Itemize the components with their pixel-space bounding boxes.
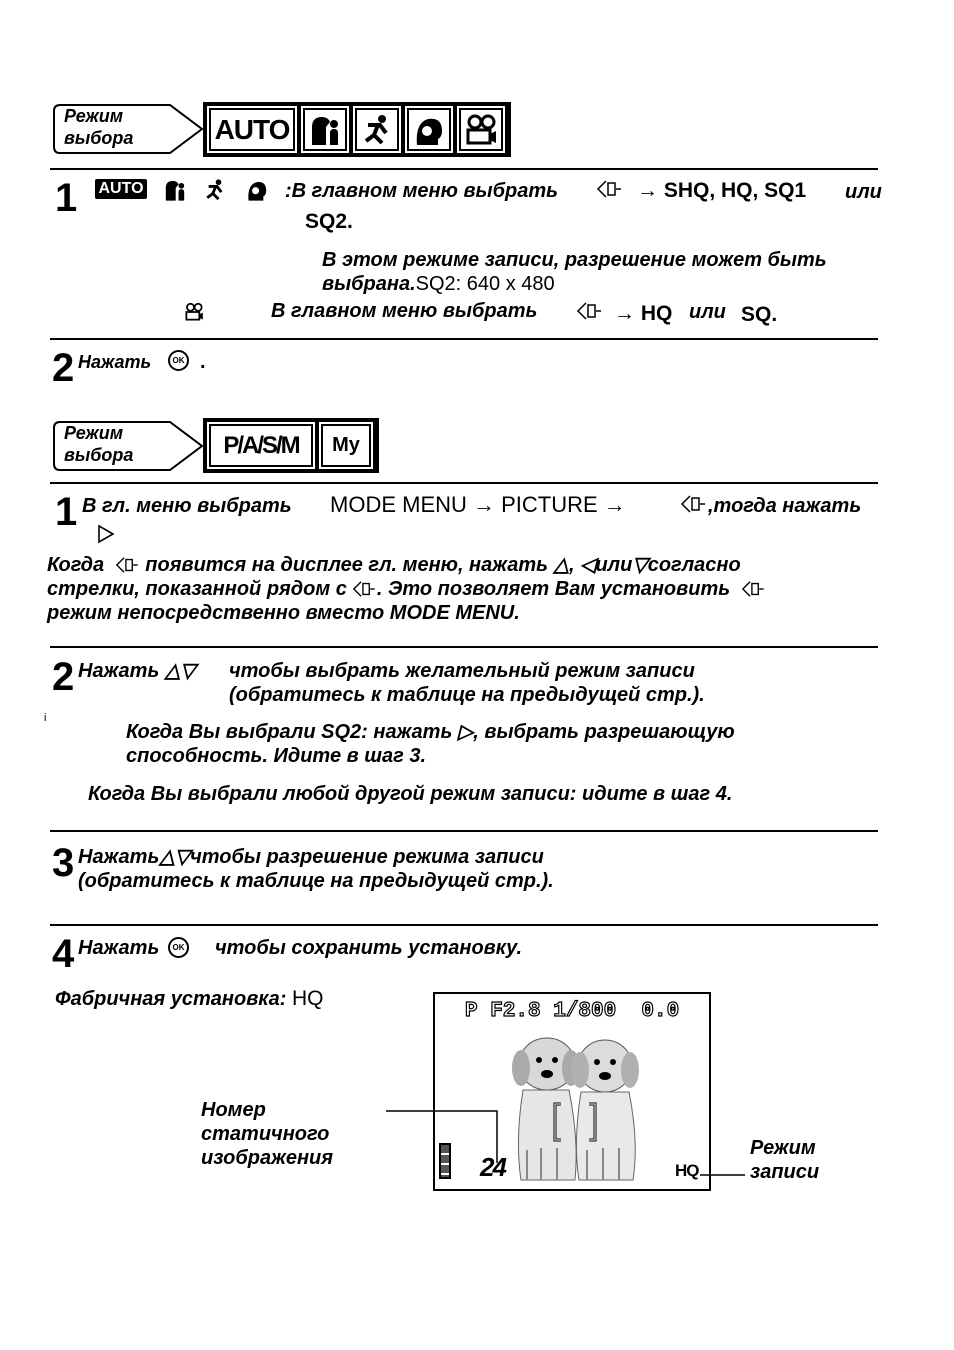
movie-text-b: → HQ (614, 302, 673, 325)
movie-text-d: SQ. (741, 303, 778, 326)
s2-sq2-line1 (126, 720, 735, 744)
step-number-4: 4 (52, 932, 75, 976)
s2-step4-a: Нажать (78, 937, 160, 959)
step2-text: Нажать (78, 352, 152, 372)
s2-step2-line1-a: Нажать △▽ (78, 660, 196, 682)
factory-label: Фабричная установка: (55, 988, 287, 1010)
mode-icon-bar-2 (203, 418, 379, 473)
step-number-2: 2 (52, 346, 75, 390)
callout-left-line1: Номер (201, 1099, 266, 1121)
puppies-image (505, 1030, 645, 1188)
ok-button-icon: OK (168, 350, 189, 371)
step1-note-a: В этом режиме записи, разрешение может быть (322, 249, 827, 271)
night-portrait-icon (245, 178, 269, 202)
s2-note1-a: Когда (47, 554, 105, 576)
record-mode-icon (572, 300, 602, 322)
movie-icon (457, 106, 505, 153)
portrait-icon (301, 106, 349, 153)
portrait-icon (163, 178, 187, 202)
record-mode-icon (676, 493, 706, 515)
record-mode-icon (736, 579, 766, 599)
auto-mode-icon: AUTO (207, 106, 297, 153)
ok-button-icon: OK (168, 937, 189, 958)
s2-step2-line1-b: чтобы выбрать желательный режим записи (229, 660, 695, 682)
sports-icon (203, 178, 227, 202)
record-mode-icon (110, 555, 140, 575)
mode-selector-label-1 (52, 103, 207, 155)
step1-text-a: :В главном меню выбрать (285, 180, 559, 202)
step-number-1: 1 (55, 490, 78, 534)
s2-note1-b: появится на дисплее гл. меню, нажать △, (145, 554, 575, 576)
factory-setting (55, 987, 324, 1011)
s2-step3-line1: Нажать△▽чтобы разрешение режима записи (78, 846, 544, 868)
s2-note2 (47, 577, 766, 601)
step-number-3: 3 (52, 841, 75, 885)
step-number-1: 1 (55, 176, 78, 220)
s2-step1-text-a: В гл. меню выбрать (82, 495, 292, 517)
s2-step1-text-b: MODE MENU → PICTURE → (330, 492, 626, 517)
record-mode-icon (592, 178, 622, 200)
movie-text-a: В главном меню выбрать (271, 300, 538, 322)
movie-text-c: или (689, 301, 726, 323)
callout-right-line1: Режим (750, 1137, 816, 1159)
step-number-2: 2 (52, 655, 75, 699)
right-arrow-icon (96, 524, 116, 544)
s2-note3: режим непосредственно вместо MODE MENU. (47, 602, 520, 624)
auto-badge: AUTO (95, 179, 147, 199)
lcd-status-line: P F2.8 1/800 0.0 (465, 1000, 680, 1023)
my-mode-icon: My (319, 422, 373, 469)
step1-text-d: SQ2. (305, 210, 353, 233)
callout-left-line3: изображения (201, 1147, 334, 1169)
movie-icon (183, 302, 205, 322)
mode-label-line1: Режим (64, 106, 124, 126)
s2-note1-c: ◁или▽согласно (580, 554, 741, 576)
record-mode-icon (347, 579, 377, 599)
factory-value: HQ (292, 987, 324, 1010)
lcd-quality: HQ (675, 1161, 699, 1180)
s2-sq2-a: Когда Вы выбрали SQ2: нажать ▷ (126, 721, 474, 743)
callout-frame-number (201, 1098, 333, 1170)
s2-sq2-b: , выбрать разрешающую (473, 721, 735, 743)
s2-step1-text-c: ,тогда нажать (708, 495, 862, 517)
callout-right-line2: записи (750, 1161, 820, 1183)
s2-note1 (47, 553, 741, 577)
step1-text-b: → SHQ, HQ, SQ1 (637, 179, 807, 202)
s2-other: Когда Вы выбрали любой другой режим записи: идите в шаг 4. (88, 783, 733, 805)
s2-sq2-line2: способность. Идите в шаг 3. (126, 745, 427, 767)
mode-label-line2: выбора (64, 445, 134, 465)
callout-record-mode (750, 1136, 819, 1184)
mode-selector-label-2 (52, 420, 207, 472)
stray-mark: i (44, 712, 47, 724)
lcd-display (433, 992, 711, 1191)
s2-step3-line2: (обратитесь к таблице на предыдущей стр.). (78, 870, 554, 892)
mode-label-line1: Режим (64, 423, 124, 443)
callout-left-line2: статичного (201, 1123, 330, 1145)
battery-icon (439, 1143, 451, 1179)
night-portrait-icon (405, 106, 453, 153)
mode-label-line2: выбора (64, 128, 134, 148)
step1-note-line2 (322, 272, 555, 296)
lcd-frame-count: 24 (480, 1152, 505, 1182)
sports-icon (353, 106, 401, 153)
step1-text-c: или (845, 181, 882, 203)
step1-note-c: SQ2: 640 x 480 (415, 273, 555, 295)
s2-step2-line2: (обратитесь к таблице на предыдущей стр.). (229, 684, 705, 706)
s2-step4-b: чтобы сохранить установку. (215, 937, 523, 959)
s2-note2-a: стрелки, показанной рядом с (47, 578, 347, 600)
step2-dot: . (200, 351, 206, 373)
pasm-mode-icon: P/A/S/M (207, 422, 315, 469)
s2-note2-b: . Это позволяет Вам установить (376, 578, 731, 600)
step1-note-b: выбрана. (322, 273, 416, 295)
mode-icon-bar-1 (203, 102, 511, 157)
